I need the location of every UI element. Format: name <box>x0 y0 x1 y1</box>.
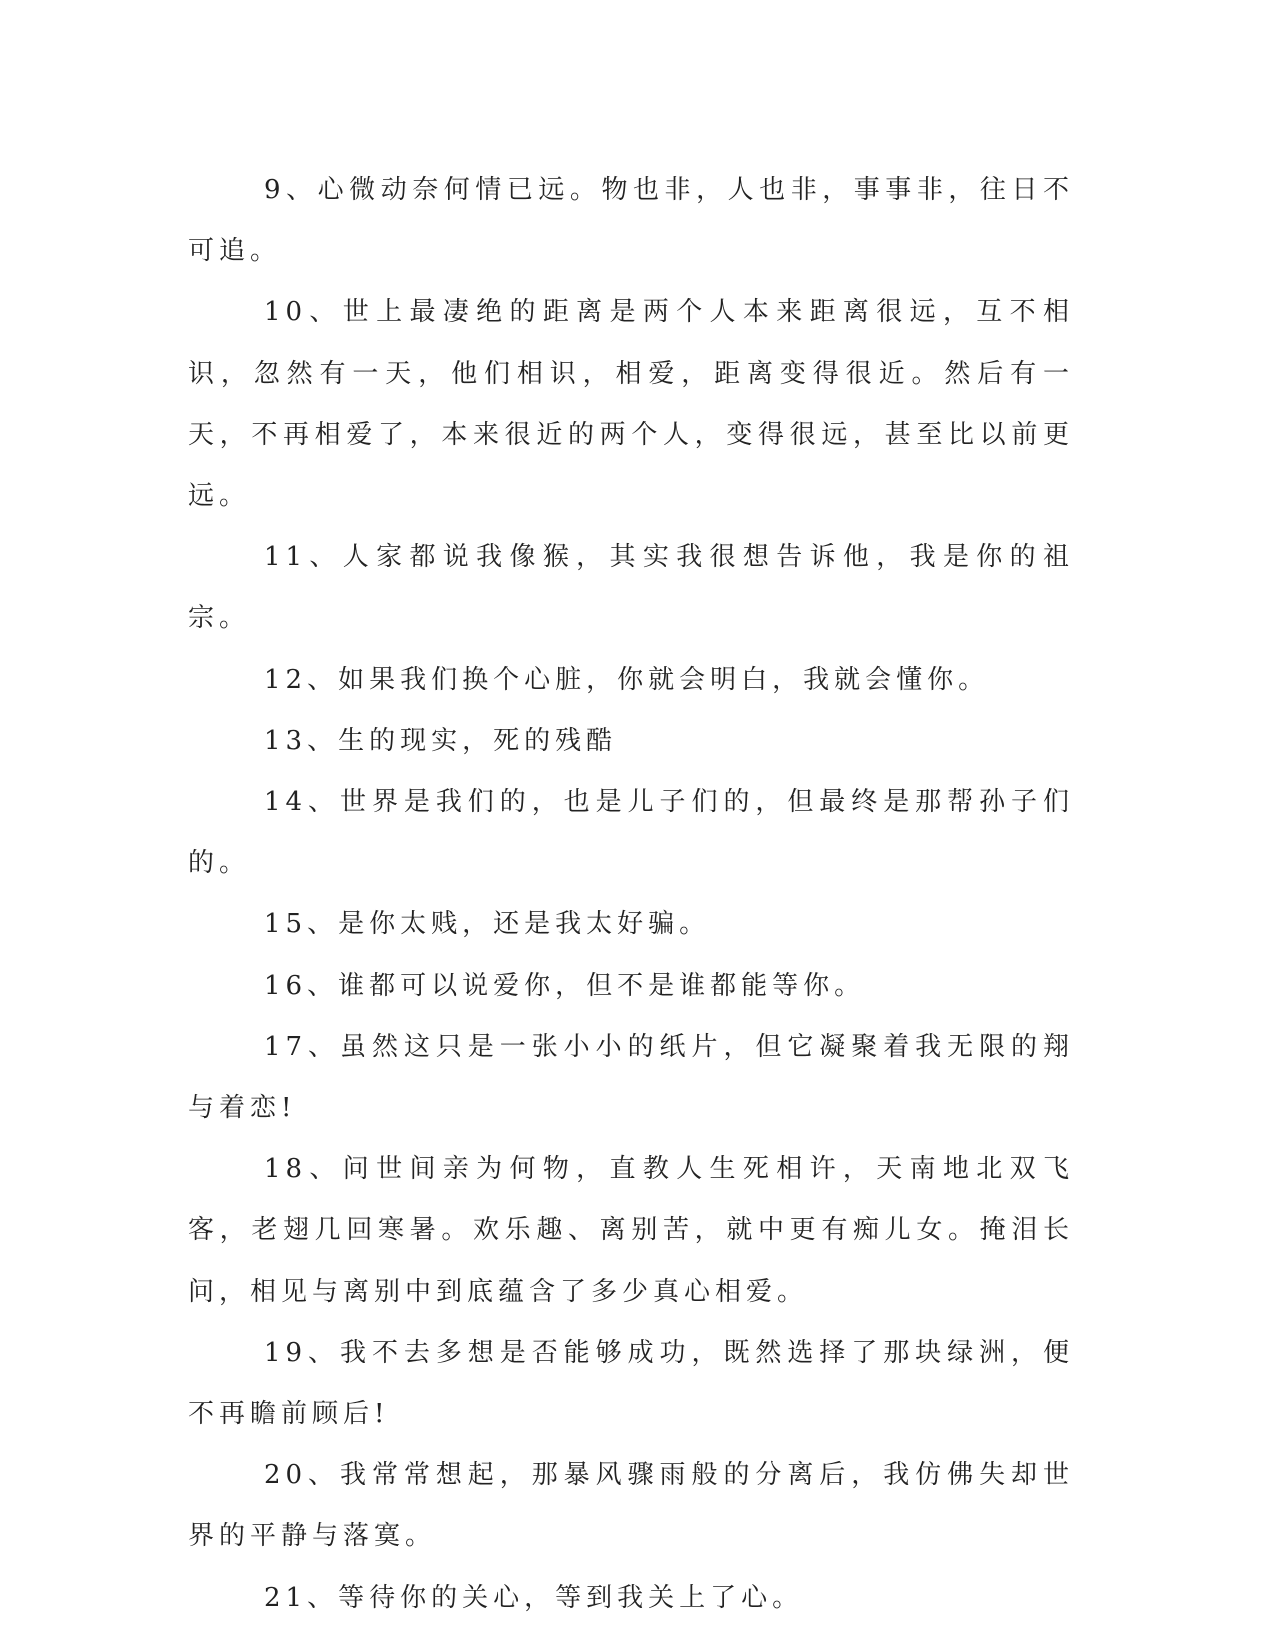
document-body <box>188 160 1074 1629</box>
paragraph-21: 21、等待你的关心，等到我关上了心。 <box>264 1582 804 1613</box>
paragraph-11: 11、人家都说我像猴，其实我很想告诉他，我是你的祖宗。 <box>188 542 1074 634</box>
paragraph-19: 19、我不去多想是否能够成功，既然选择了那块绿洲，便不再瞻前顾后! <box>188 1337 1074 1430</box>
paragraph-16: 16、谁都可以说爱你，但不是谁都能等你。 <box>264 970 866 1001</box>
paragraph-17: 17、虽然这只是一张小小的纸片，但它凝聚着我无限的翔与着恋! <box>188 1031 1074 1124</box>
paragraph-12: 12、如果我们换个心脏，你就会明白，我就会懂你。 <box>264 664 990 695</box>
paragraph-15: 15、是你太贱，还是我太好骗。 <box>264 909 711 940</box>
paragraph-18: 18、问世间亲为何物，直教人生死相许，天南地北双飞客，老翅几回寒暑。欢乐趣、离别苦，就中更有痴儿女。掩泪长问，相见与离别中到底蕴含了多少真心相爱。 <box>188 1154 1074 1307</box>
paragraph-14: 14、世界是我们的，也是儿子们的，但最终是那帮孙子们的。 <box>188 787 1074 879</box>
paragraph-9: 9、心微动奈何情已远。物也非，人也非，事事非，往日不可追。 <box>188 175 1074 267</box>
paragraph-20: 20、我常常想起，那暴风骤雨般的分离后，我仿佛失却世界的平静与落寞。 <box>188 1460 1074 1552</box>
paragraph-13: 13、生的现实，死的残酷 <box>264 725 618 756</box>
paragraph-10: 10、世上最凄绝的距离是两个人本来距离很远，互不相识，忽然有一天，他们相识，相爱，距离变得很近。然后有一天，不再相爱了，本来很近的两个人，变得很远，甚至比以前更远。 <box>188 297 1074 512</box>
